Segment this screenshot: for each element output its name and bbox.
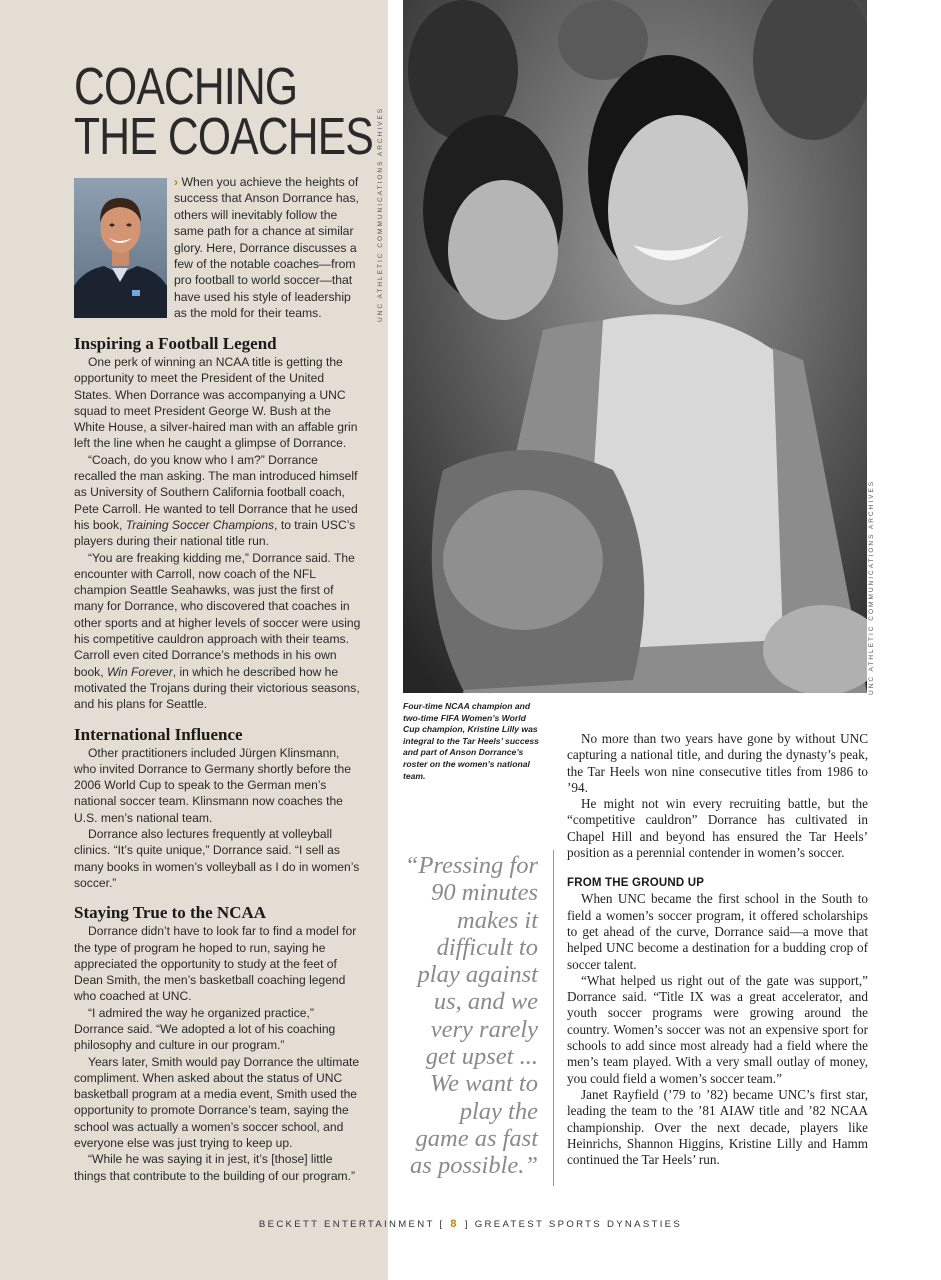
right-article-column (567, 731, 868, 1168)
title-line-2: THE COACHES (74, 108, 373, 166)
heading-staying-true-ncaa: Staying True to the NCAA (74, 903, 267, 923)
footer-publication: GREATEST SPORTS DYNASTIES (474, 1219, 683, 1230)
body-text: , to train USC’s players during their national title run. (74, 517, 356, 549)
body-paragraph: Dorrance didn’t have to look far to find a model for the type of program he hoped to run, saying he appreciated the opportunity to study at the feet of Dean Smith, the men’s basketball coaching legend who coached at UNC. (74, 924, 357, 1004)
left-article-column (74, 334, 362, 1184)
pull-quote: “Pressing for 90 minutes makes it difficult to play against us, and we very rarely get upset ... We want to play the game as fast as possible.” (404, 852, 538, 1180)
footer-bracket: ] (464, 1219, 470, 1230)
body-paragraph: “What helped us right out of the gate was support,” Dorrance said. “Title IX was a great accelerator, and youth soccer programs were growing around the country. Women’s soccer was not an expensive sport for schools to add since most already had a field where the men’s team played. With a very small outlay of money, you could field a women’s soccer team.” (567, 972, 868, 1086)
pull-quote-divider (553, 850, 554, 1186)
body-paragraph: Janet Rayfield (’79 to ’82) became UNC’s first star, leading the team to the ’81 AIAW title and ’82 NCAA championship. Over the next decade, players like Heinrichs, Shannon Higgins, Kristine Lilly and Hamm continued the Tar Heels’ run. (567, 1086, 868, 1168)
article-title (74, 58, 373, 166)
intro-text: When you achieve the heights of success that Anson Dorrance has, others will inevitably follow the same path for a chance at similar glory. Here, Dorrance discusses a few of the notable coaches—from pro football to world soccer—that have used his style of leadership as the mold for their teams. (174, 175, 359, 321)
body-paragraph: He might not win every recruiting battle, but the “competitive cauldron” Dorrance has cultivated in Chapel Hill and beyond has ensured the Tar Heels’ position as a perennial contender in women’s soccer. (567, 796, 868, 861)
photo-credit-right: UNC ATHLETIC COMMUNICATIONS ARCHIVES (868, 479, 875, 695)
chevron-right-icon: › (174, 175, 179, 189)
body-paragraph: Dorrance also lectures frequently at volleyball clinics. “It’s quite unique,” Dorrance said. “I sell as many books in women’s volleyball as I do in women’s soccer.” (74, 827, 360, 890)
intro-paragraph (174, 174, 366, 322)
book-title: Win Forever (106, 664, 173, 679)
heading-from-the-ground-up: FROM THE GROUND UP (567, 877, 705, 890)
body-paragraph (74, 452, 362, 550)
body-text: , in which he described how he motivated the Trojans during their victorious seasons, and his plans for Seattle. (74, 664, 360, 712)
body-text: “Coach, do you know who I am?” Dorrance recalled the man asking. The man introduced himself as University of Southern California football coach, Pete Carroll. He wanted to tell Dorrance that he used his book, (74, 452, 358, 532)
anson-dorrance-portrait (74, 178, 167, 318)
heading-football-legend: Inspiring a Football Legend (74, 334, 277, 353)
book-title: Training Soccer Champions (125, 517, 275, 532)
photo-caption: Four-time NCAA champion and two-time FIFA Women’s World Cup champion, Kristine Lilly was integral to the Tar Heels’ success and part of Anson Dorrance’s roster on the women’s national team. (403, 701, 539, 781)
body-text: “You are freaking kidding me,” Dorrance said. The encounter with Carroll, now coach of the NFL champion Seattle Seahawks, was just the first of many for Dorrance, who discovered that coaches in other sports and at higher levels of soccer were using his competitive cauldron approach with their teams. Carroll even cited Dorrance’s methods in his own book, (74, 550, 361, 679)
footer-bracket: [ (439, 1219, 445, 1230)
kristine-lilly-photo (403, 0, 867, 693)
body-paragraph (74, 550, 362, 713)
body-paragraph: “I admired the way he organized practice,” Dorrance said. “We adopted a lot of his coaching philosophy and culture in our program.” (74, 1005, 336, 1053)
body-paragraph: Other practitioners included Jürgen Klinsmann, who invited Dorrance to Germany shortly before the 2006 World Cup to speak to the German men’s national soccer team. Klinsmann now coaches the U.S. men’s national team. (74, 745, 351, 825)
page-number: 8 (450, 1218, 459, 1230)
photo-credit-left: UNC ATHLETIC COMMUNICATIONS ARCHIVES (377, 106, 384, 322)
title-line-1: COACHING (74, 58, 298, 116)
footer-publisher: BECKETT ENTERTAINMENT (258, 1219, 435, 1230)
body-paragraph: When UNC became the first school in the South to field a women’s soccer program, it offered scholarships to get ahead of the curve, Dorrance said—a move that helped UNC become a destination for a budding crop of soccer talent. (567, 891, 868, 972)
body-paragraph: No more than two years have gone by without UNC capturing a national title, and during the dynasty’s peak, the Tar Heels won nine consecutive titles from 1986 to ’94. (567, 731, 868, 795)
heading-international-influence: International Influence (74, 724, 243, 744)
page-footer (0, 1218, 941, 1230)
body-paragraph: One perk of winning an NCAA title is getting the opportunity to meet the President of the United States. When Dorrance was accompanying a UNC squad to meet President George W. Bush at the White House, a silver-haired man with an affable grin left the line when he caught a glimpse of Dorrance. (74, 355, 358, 451)
body-paragraph: Years later, Smith would pay Dorrance the ultimate compliment. When asked about the status of UNC basketball program at a media event, Smith used the opportunity to promote Dorrance’s team, saying the school was actually a women’s soccer school, and everyone else was just trying to keep up. (74, 1054, 360, 1151)
body-paragraph: “While he was saying it in jest, it’s [those] little things that contribute to the building of our program.” (74, 1152, 356, 1183)
